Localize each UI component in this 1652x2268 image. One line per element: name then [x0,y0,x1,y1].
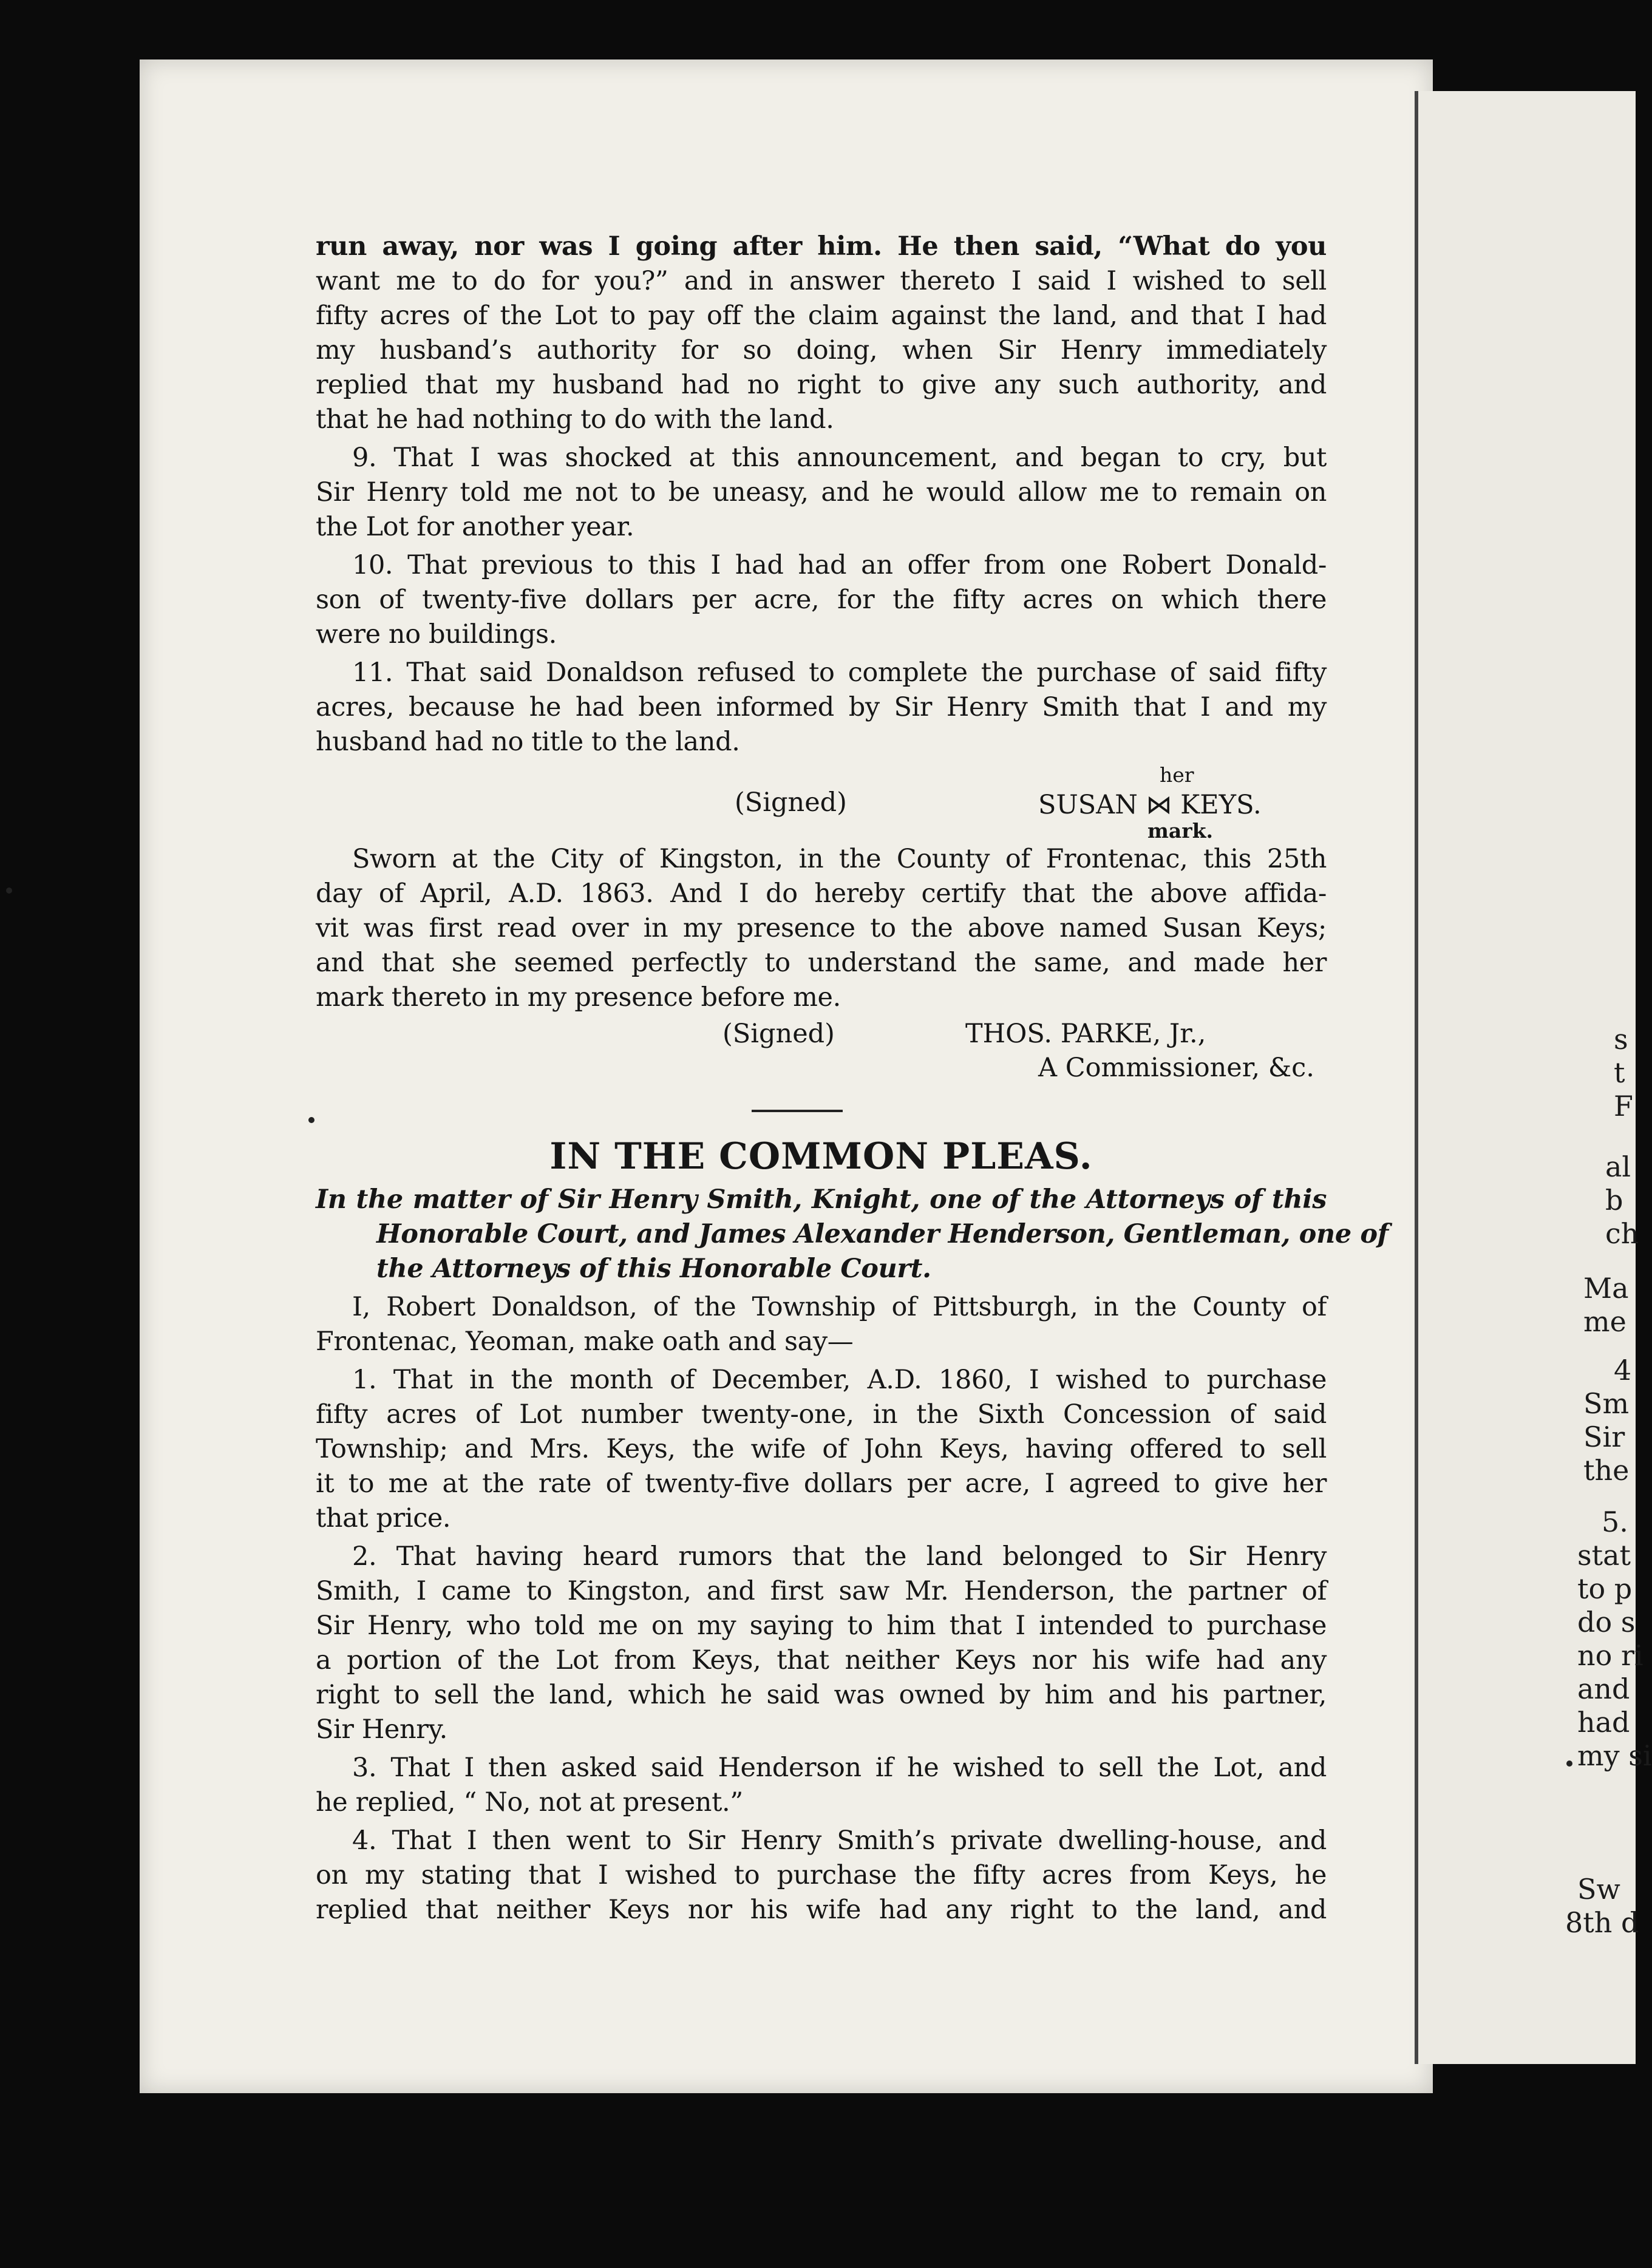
text-line: a portion of the Lot from Keys, that neither Keys nor his wife had any [316,1645,1327,1676]
adjacent-fragment: to p [1577,1572,1633,1605]
signatory-name: SUSAN ⋈ KEYS. [1038,790,1262,820]
text-line: I, Robert Donaldson, of the Township of Pittsburgh, in the County of [352,1292,1327,1322]
case-caption [316,1183,1389,1286]
adjacent-fragment: ch [1605,1217,1639,1250]
text-line: that he had nothing to do with the land. [316,404,834,435]
text-line: Sir Henry. [316,1714,447,1745]
adjacent-fragment: and [1577,1672,1630,1705]
adjacent-fragment: do s [1577,1606,1636,1638]
text-line: Township; and Mrs. Keys, the wife of John Keys, having offered to sell [316,1434,1327,1464]
adjacent-fragment: al [1605,1150,1631,1183]
text-line: acres, because he had been informed by Sir Henry Smith that I and my [316,692,1327,722]
signature-commissioner [316,1019,1327,1092]
signed-label: (Signed) [722,1019,835,1049]
text-line: 11. That said Donaldson refused to complete the purchase of said fifty [352,657,1327,688]
text-line: Smith, I came to Kingston, and first saw Mr. Henderson, the partner of [316,1576,1327,1606]
adjacent-fragment: Ma [1583,1272,1629,1305]
text-line: and that she seemed perfectly to understand the same, and made her [316,948,1327,978]
text-line: 4. That I then went to Sir Henry Smith’s private dwelling-house, and [352,1825,1327,1856]
text-line: day of April, A.D. 1863. And I do hereby certify that the above affida- [316,878,1327,909]
text-line: Sir Henry, who told me on my saying to him that I intended to purchase [316,1611,1327,1641]
text-line: the Attorneys of this Honorable Court. [376,1254,931,1284]
deposition-paragraph-2 [316,1540,1327,1747]
text-line: son of twenty-five dollars per acre, for the fifty acres on which there [316,585,1327,615]
text-line: replied that my husband had no right to give any such authority, and [316,370,1327,400]
text-line: 1. That in the month of December, A.D. 1860, I wished to purchase [352,1365,1327,1395]
adjacent-fragment: had [1577,1706,1630,1739]
deposition-paragraph-1 [316,1363,1327,1536]
paragraph-10 [316,548,1327,652]
continued-paragraph [316,229,1327,437]
text-line: my husband’s authority for so doing, when Sir Henry immediately [316,335,1327,365]
speck-mark [1566,1760,1572,1767]
speck-mark [308,1117,314,1123]
commissioner-title: A Commissioner, &c. [1038,1053,1314,1083]
text-line: In the matter of Sir Henry Smith, Knight, one of the Attorneys of this [316,1184,1327,1215]
text-line: 2. That having heard rumors that the land belonged to Sir Henry [352,1541,1327,1572]
jurat-paragraph [316,842,1327,1015]
text-line: that price. [316,1503,451,1533]
text-line: he replied, “ No, not at present.” [316,1787,743,1818]
adjacent-fragment: Sm [1583,1387,1630,1420]
affidavit-intro [316,1290,1327,1359]
deposition-paragraph-3 [316,1751,1327,1820]
adjacent-fragment: 8th d [1565,1906,1639,1939]
text-line: right to sell the land, which he said was owned by him and his partner, [316,1680,1327,1710]
adjacent-fragment: Sir [1583,1421,1625,1453]
text-line: the Lot for another year. [316,512,634,542]
text-line: were no buildings. [316,619,557,650]
text-line: Sir Henry told me not to be uneasy, and he would allow me to remain on [316,477,1327,508]
text-line: it to me at the rate of twenty-five dollars per acre, I agreed to give her [316,1468,1327,1499]
text-line: fifty acres of Lot number twenty-one, in the Sixth Concession of said [316,1399,1327,1430]
text-line: replied that neither Keys nor his wife had any right to the land, and [316,1895,1327,1925]
paragraph-11 [316,656,1327,759]
court-heading: IN THE COMMON PLEAS. [549,1135,1093,1178]
adjacent-fragment: Sw [1577,1873,1620,1906]
text-line: Frontenac, Yeoman, make oath and say— [316,1326,854,1357]
adjacent-fragment: b [1605,1184,1623,1217]
adjacent-fragment: stat [1577,1539,1631,1572]
text-line: husband had no title to the land. [316,727,740,757]
adjacent-fragment: my si [1577,1739,1652,1772]
text-line: want me to do for you?” and in answer thereto I said I wished to sell [316,266,1327,296]
text-line: mark thereto in my presence before me. [316,982,841,1013]
adjacent-fragment: 4 [1614,1354,1632,1387]
document-body [316,229,1389,1931]
adjacent-fragment: s [1614,1023,1628,1056]
adjacent-fragment: the [1583,1454,1630,1487]
signature-susan-keys [316,763,1327,842]
text-line: Sworn at the City of Kingston, in the County of Frontenac, this 25th [352,844,1327,874]
signed-label: (Signed) [735,787,847,818]
adjacent-fragment: t [1614,1056,1625,1089]
adjacent-fragment: no ri [1577,1639,1644,1672]
adjacent-page-edge [1415,91,1652,2064]
paragraph-9 [316,441,1327,545]
text-line: Honorable Court, and James Alexander Henderson, Gentleman, one of [376,1219,1389,1249]
section-divider [752,1110,843,1112]
speck-mark [6,888,12,894]
text-line: run away, nor was I going after him. He then said, “What do you [316,231,1327,262]
commissioner-name: THOS. PARKE, Jr., [965,1019,1206,1049]
mark-label: mark. [1147,819,1214,843]
adjacent-fragment: me [1583,1305,1627,1338]
text-line: 10. That previous to this I had had an offer from one Robert Donald- [352,550,1327,580]
text-line: on my stating that I wished to purchase the fifty acres from Keys, he [316,1860,1327,1890]
adjacent-fragment: 5. [1602,1506,1628,1538]
adjacent-fragment: F [1614,1090,1633,1122]
text-line: fifty acres of the Lot to pay off the claim against the land, and that I had [316,300,1327,331]
text-line: 3. That I then asked said Henderson if he wished to sell the Lot, and [352,1753,1327,1783]
text-line: 9. That I was shocked at this announcement, and began to cry, but [352,443,1327,473]
her-label: her [1160,763,1194,787]
deposition-paragraph-4 [316,1824,1327,1927]
text-line: vit was first read over in my presence to the above named Susan Keys; [316,913,1327,943]
